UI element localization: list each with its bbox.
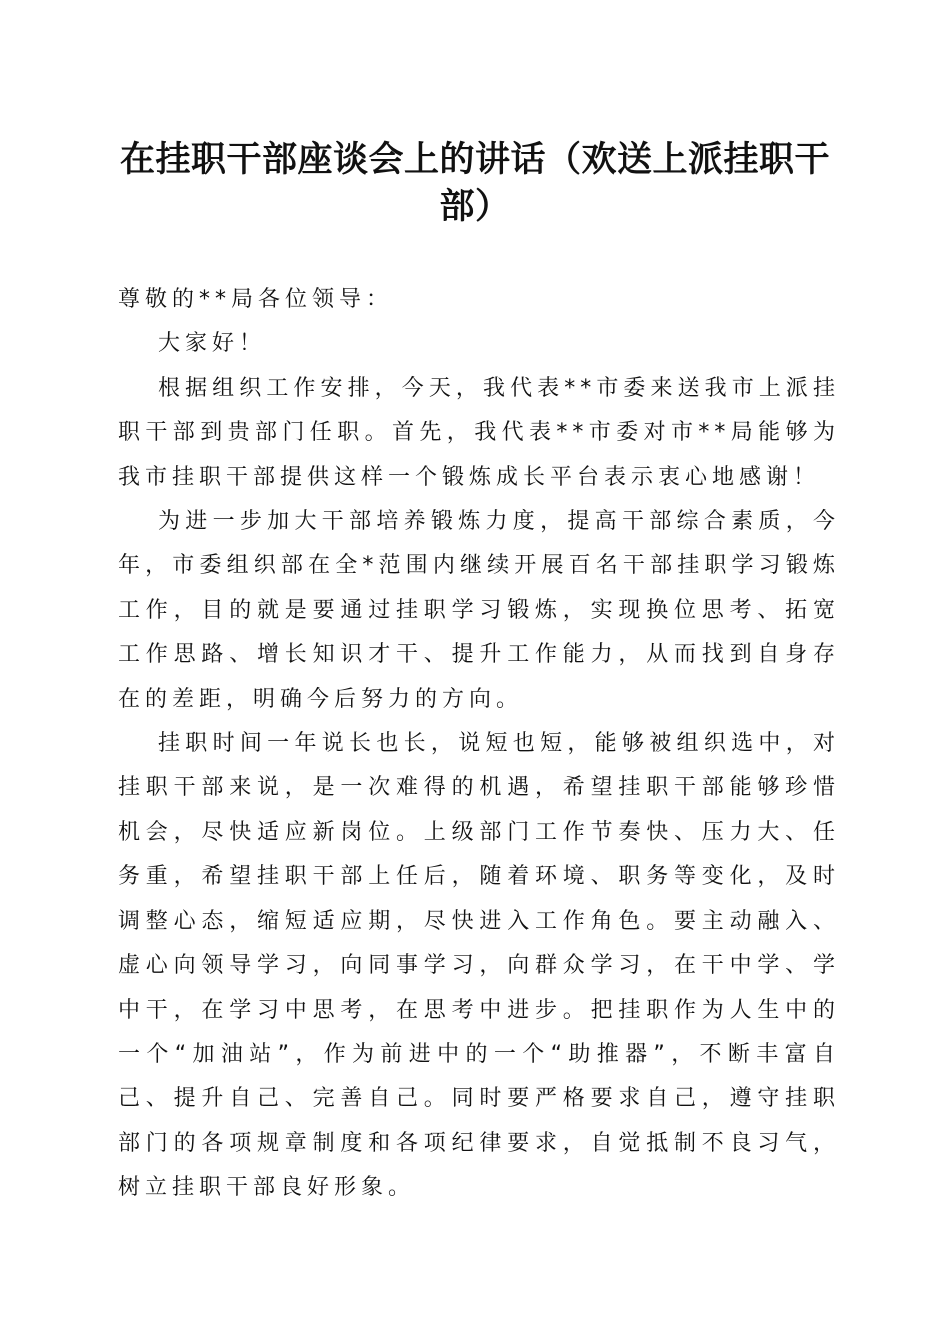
- body-paragraph: 根据组织工作安排，今天，我代表**市委来送我市上派挂职干部到贵部门任职。首先，我代表**市委对市**局能够为我市挂职干部提供这样一个锻炼成长平台表示衷心地感谢！: [118, 375, 840, 490]
- salutation: 尊敬的**局各位领导：: [118, 287, 394, 312]
- body-paragraph: 挂职时间一年说长也长，说短也短，能够被组织选中，对挂职干部来说，是一次难得的机遇，希望挂职干部能够珍惜机会，尽快适应新岗位。上级部门工作节奏快、压力大、任务重，希望挂职干部上任后，随着环境、职务等变化，及时调整心态，缩短适应期，尽快进入工作角色。要主动融入、虚心向领导学习，向同事学习，向群众学习，在干中学、学中干，在学习中思考，在思考中进步。把挂职作为人生中的一个“加油站”，作为前进中的一个“助推器”，不断丰富自己、提升自己、完善自己。同时要严格要求自己，遵守挂职部门的各项规章制度和各项纪律要求，自觉抵制不良习气，树立挂职干部良好形象。: [118, 731, 840, 1201]
- document-title: 在挂职干部座谈会上的讲话（欢送上派挂职干部）: [119, 139, 830, 227]
- body-paragraph: 为进一步加大干部培养锻炼力度，提高干部综合素质，今年，市委组织部在全*范围内继续开展百名干部挂职学习锻炼工作，目的就是要通过挂职学习锻炼，实现换位思考、拓宽工作思路、增长知识才干、提升工作能力，从而找到自身存在的差距，明确今后努力的方向。: [118, 509, 840, 712]
- greeting-paragraph: 大家好！: [158, 331, 267, 357]
- document-body: [118, 278, 840, 1211]
